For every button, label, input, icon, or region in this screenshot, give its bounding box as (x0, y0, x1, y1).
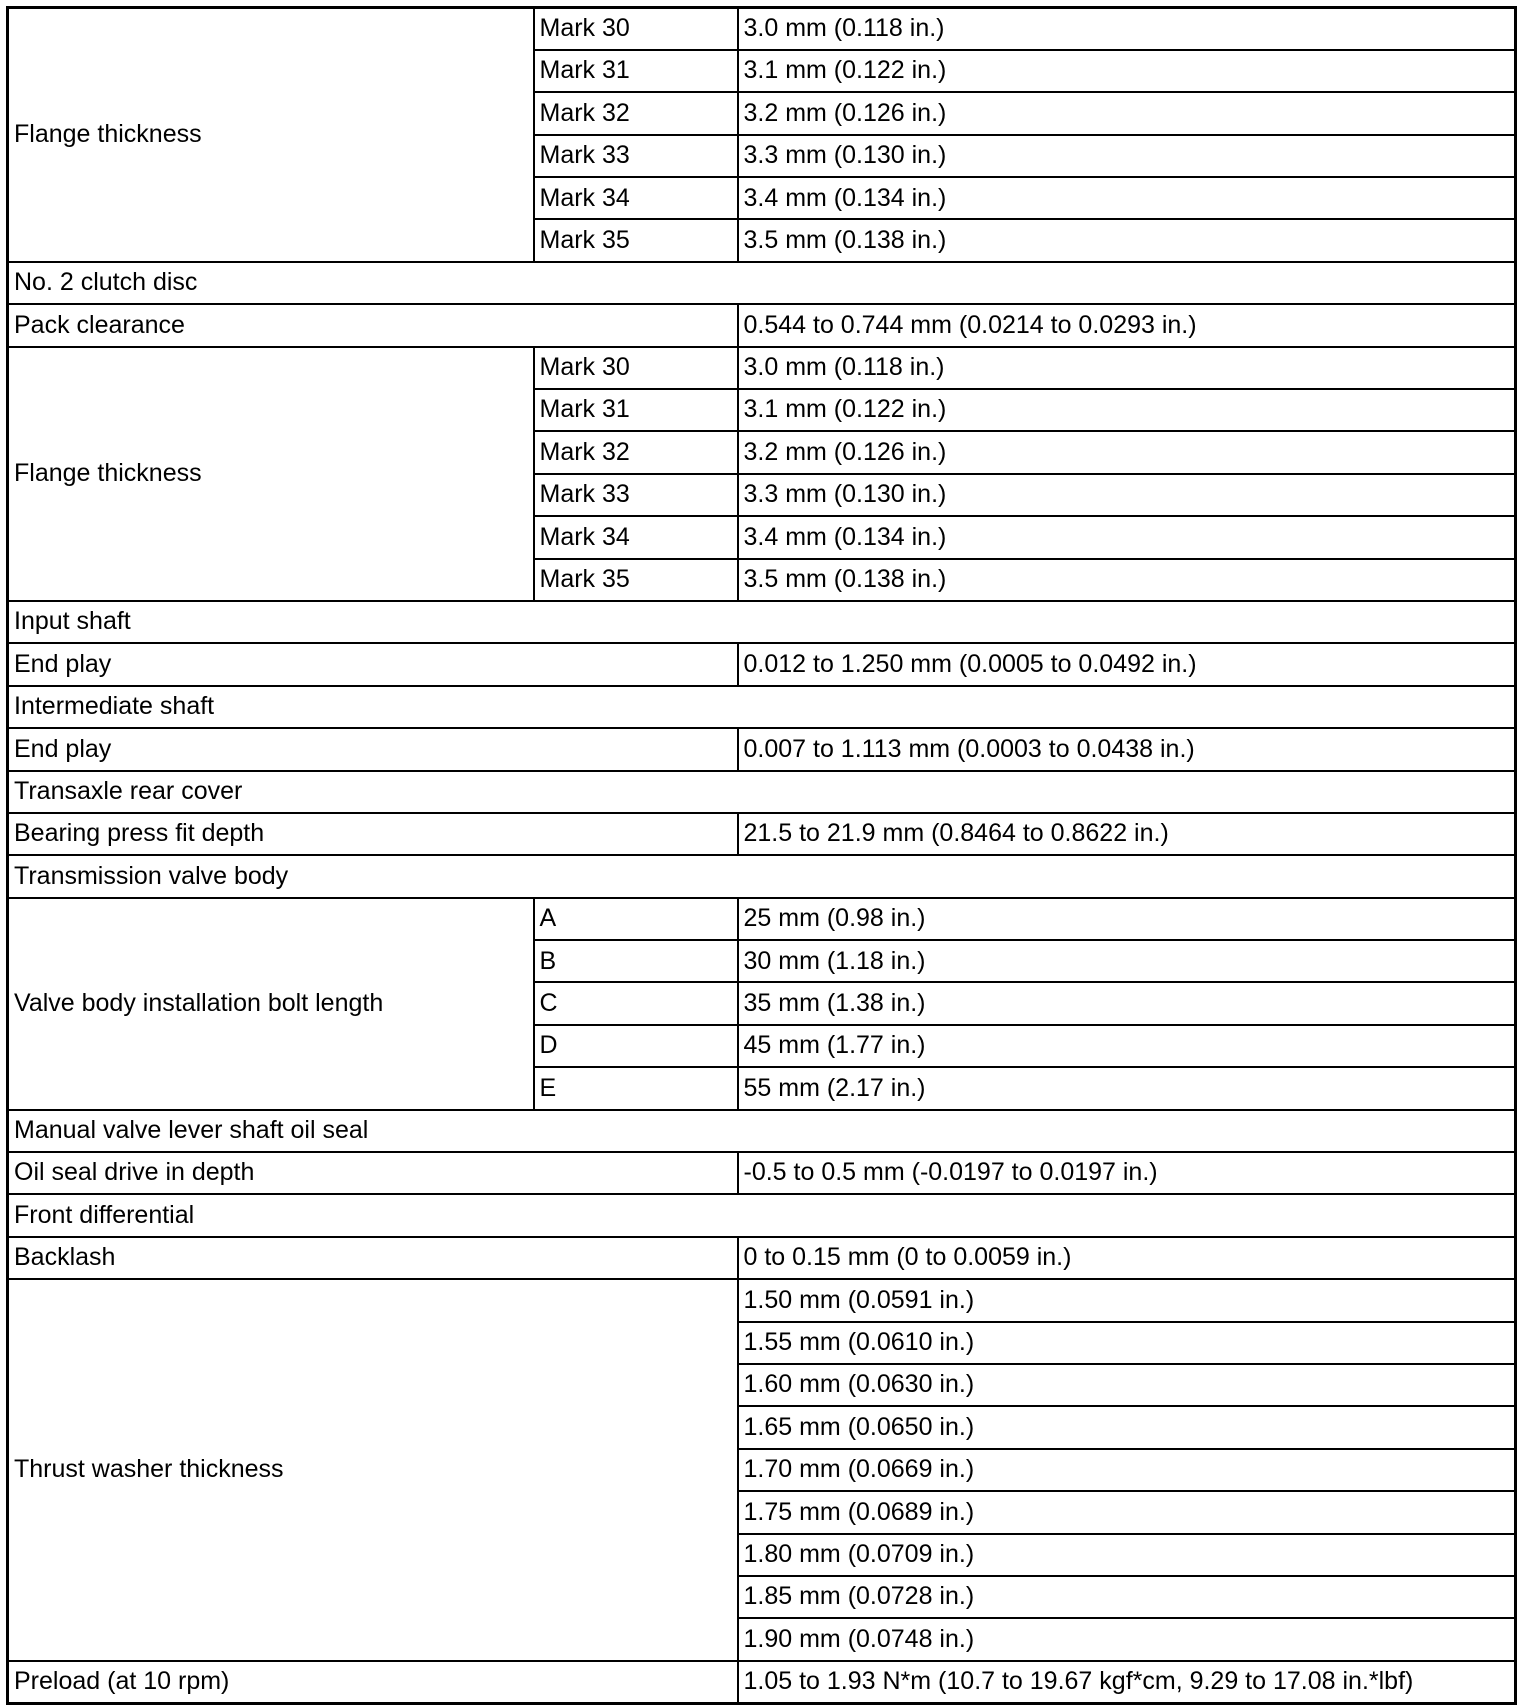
section-heading: No. 2 clutch disc (8, 262, 1516, 304)
value-cell: 1.80 mm (0.0709 in.) (738, 1534, 1516, 1576)
flange-thickness-label: Flange thickness (8, 347, 534, 601)
table-row (8, 643, 1516, 685)
value-cell: 45 mm (1.77 in.) (738, 1025, 1516, 1067)
section-row (8, 262, 1516, 304)
section-heading: Input shaft (8, 601, 1516, 643)
spec-label: Preload (at 10 rpm) (8, 1661, 738, 1703)
value-cell: 1.60 mm (0.0630 in.) (738, 1364, 1516, 1406)
table-row (8, 898, 1516, 940)
spec-label: End play (8, 728, 738, 770)
value-cell: 3.4 mm (0.134 in.) (738, 177, 1516, 219)
table-row (8, 8, 1516, 50)
valve-body-bolt-length-label: Valve body installation bolt length (8, 898, 534, 1110)
value-cell: 1.50 mm (0.0591 in.) (738, 1279, 1516, 1321)
mark-cell: Mark 30 (534, 347, 738, 389)
mark-cell: Mark 34 (534, 516, 738, 558)
spec-label: Pack clearance (8, 304, 738, 346)
value-cell: -0.5 to 0.5 mm (-0.0197 to 0.0197 in.) (738, 1152, 1516, 1194)
value-cell: 3.0 mm (0.118 in.) (738, 8, 1516, 50)
mark-cell: Mark 35 (534, 559, 738, 601)
table-row (8, 1152, 1516, 1194)
bolt-letter-cell: C (534, 982, 738, 1024)
section-heading: Manual valve lever shaft oil seal (8, 1110, 1516, 1152)
mark-cell: Mark 31 (534, 50, 738, 92)
thrust-washer-thickness-label: Thrust washer thickness (8, 1279, 738, 1661)
section-row (8, 771, 1516, 813)
spec-label: Bearing press fit depth (8, 813, 738, 855)
value-cell: 3.1 mm (0.122 in.) (738, 389, 1516, 431)
bolt-letter-cell: D (534, 1025, 738, 1067)
table-row (8, 813, 1516, 855)
table-row (8, 1279, 1516, 1321)
value-cell: 1.75 mm (0.0689 in.) (738, 1491, 1516, 1533)
value-cell: 1.85 mm (0.0728 in.) (738, 1576, 1516, 1618)
table-row (8, 304, 1516, 346)
value-cell: 1.90 mm (0.0748 in.) (738, 1618, 1516, 1660)
table-row (8, 728, 1516, 770)
mark-cell: Mark 32 (534, 92, 738, 134)
section-row (8, 1110, 1516, 1152)
mark-cell: Mark 33 (534, 135, 738, 177)
flange-thickness-label: Flange thickness (8, 8, 534, 262)
bolt-letter-cell: B (534, 940, 738, 982)
value-cell: 21.5 to 21.9 mm (0.8464 to 0.8622 in.) (738, 813, 1516, 855)
value-cell: 3.1 mm (0.122 in.) (738, 50, 1516, 92)
value-cell: 0.544 to 0.744 mm (0.0214 to 0.0293 in.) (738, 304, 1516, 346)
mark-cell: Mark 35 (534, 219, 738, 261)
mark-cell: Mark 32 (534, 431, 738, 473)
value-cell: 3.4 mm (0.134 in.) (738, 516, 1516, 558)
value-cell: 3.3 mm (0.130 in.) (738, 474, 1516, 516)
value-cell: 3.2 mm (0.126 in.) (738, 92, 1516, 134)
table-row (8, 1237, 1516, 1279)
bolt-letter-cell: E (534, 1067, 738, 1109)
section-heading: Front differential (8, 1194, 1516, 1236)
value-cell: 3.3 mm (0.130 in.) (738, 135, 1516, 177)
value-cell: 55 mm (2.17 in.) (738, 1067, 1516, 1109)
section-heading: Intermediate shaft (8, 686, 1516, 728)
mark-cell: Mark 34 (534, 177, 738, 219)
spec-label: End play (8, 643, 738, 685)
value-cell: 0 to 0.15 mm (0 to 0.0059 in.) (738, 1237, 1516, 1279)
value-cell: 3.2 mm (0.126 in.) (738, 431, 1516, 473)
mark-cell: Mark 33 (534, 474, 738, 516)
value-cell: 0.012 to 1.250 mm (0.0005 to 0.0492 in.) (738, 643, 1516, 685)
table-row (8, 1661, 1516, 1703)
spec-label: Backlash (8, 1237, 738, 1279)
value-cell: 3.0 mm (0.118 in.) (738, 347, 1516, 389)
value-cell: 0.007 to 1.113 mm (0.0003 to 0.0438 in.) (738, 728, 1516, 770)
value-cell: 25 mm (0.98 in.) (738, 898, 1516, 940)
bolt-letter-cell: A (534, 898, 738, 940)
value-cell: 1.55 mm (0.0610 in.) (738, 1322, 1516, 1364)
value-cell: 1.05 to 1.93 N*m (10.7 to 19.67 kgf*cm, 9.29 to 17.08 in.*lbf) (738, 1661, 1516, 1703)
mark-cell: Mark 30 (534, 8, 738, 50)
table-row (8, 347, 1516, 389)
section-heading: Transaxle rear cover (8, 771, 1516, 813)
value-cell: 3.5 mm (0.138 in.) (738, 219, 1516, 261)
value-cell: 3.5 mm (0.138 in.) (738, 559, 1516, 601)
value-cell: 1.70 mm (0.0669 in.) (738, 1449, 1516, 1491)
section-row (8, 686, 1516, 728)
value-cell: 1.65 mm (0.0650 in.) (738, 1406, 1516, 1448)
mark-cell: Mark 31 (534, 389, 738, 431)
value-cell: 30 mm (1.18 in.) (738, 940, 1516, 982)
specification-table (6, 6, 1517, 1705)
section-row (8, 855, 1516, 897)
value-cell: 35 mm (1.38 in.) (738, 982, 1516, 1024)
section-heading: Transmission valve body (8, 855, 1516, 897)
spec-label: Oil seal drive in depth (8, 1152, 738, 1194)
section-row (8, 1194, 1516, 1236)
section-row (8, 601, 1516, 643)
